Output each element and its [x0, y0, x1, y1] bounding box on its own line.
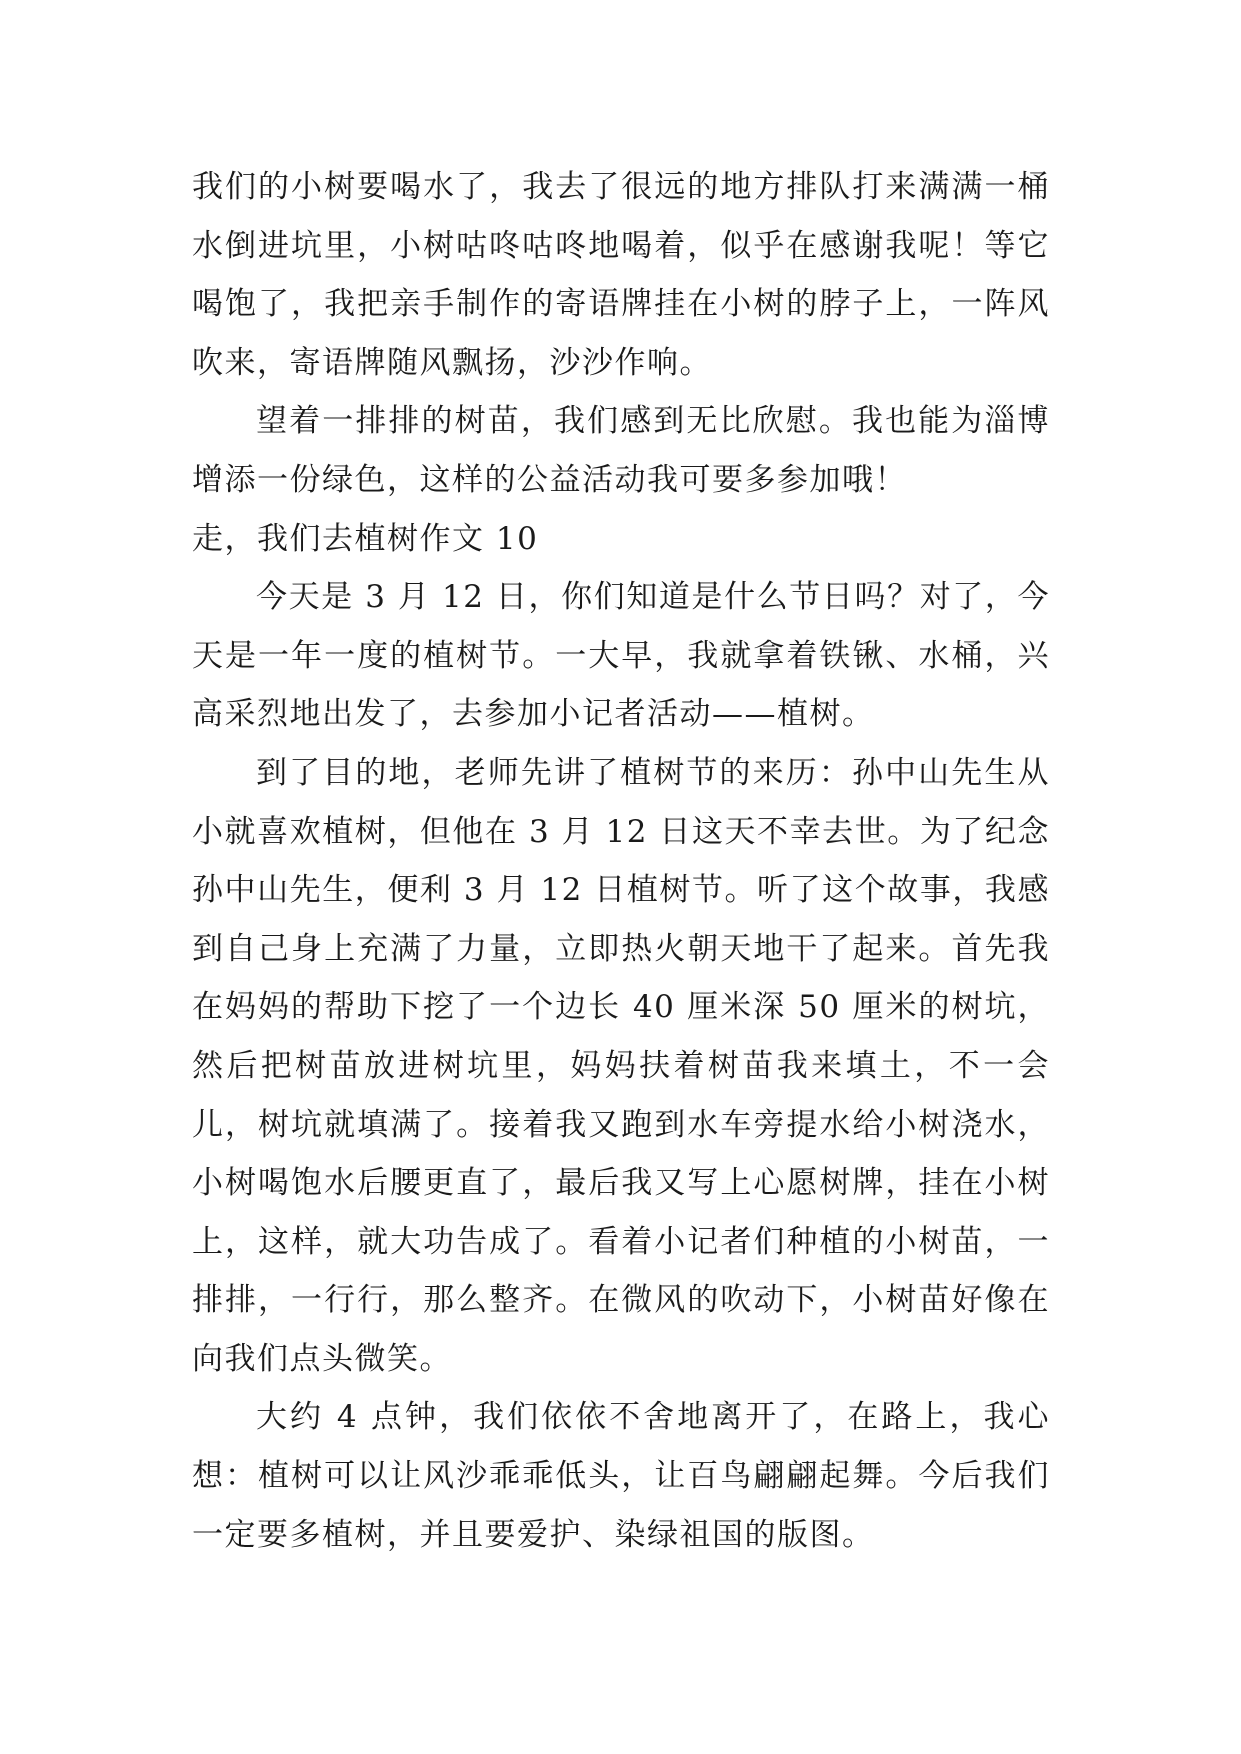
body-paragraph-2: 到了目的地，老师先讲了植树节的来历：孙中山先生从小就喜欢植树，但他在 3 月 12 日这天不幸去世。为了纪念孙中山先生，便利 3 月 12 日植树节。听了这个故事，我感到自己身上充满了力量，立即热火朝天地干了起来。首先我在妈妈的帮助下挖了一个边长 40 厘米深 50 厘米的树坑，然后把树苗放进树坑里，妈妈扶着树苗我来填土，不一会儿，树坑就填满了。接着我又跑到水车旁提水给小树浇水，小树喝饱水后腰更直了，最后我又写上心愿树牌，挂在小树上，这样，就大功告成了。看着小记者们种植的小树苗，一排排，一行行，那么整齐。在微风的吹动下，小树苗好像在向我们点头微笑。	[192, 754, 1050, 1377]
section-title: 走，我们去植树作文 10	[192, 520, 539, 557]
document-page	[192, 158, 1050, 1564]
closing-paragraph: 望着一排排的树苗，我们感到无比欣慰。我也能为淄博增添一份绿色，这样的公益活动我可要多参加哦！	[192, 403, 1050, 498]
body-paragraph-1: 今天是 3 月 12 日，你们知道是什么节日吗？对了，今天是一年一度的植树节。一大早，我就拿着铁锹、水桶，兴高采烈地出发了，去参加小记者活动——植树。	[192, 579, 1050, 733]
continuation-paragraph: 我们的小树要喝水了，我去了很远的地方排队打来满满一桶水倒进坑里，小树咕咚咕咚地喝着，似乎在感谢我呢！等它喝饱了，我把亲手制作的寄语牌挂在小树的脖子上，一阵风吹来，寄语牌随风飘扬，沙沙作响。	[192, 169, 1050, 381]
body-paragraph-3: 大约 4 点钟，我们依依不舍地离开了，在路上，我心想：植树可以让风沙乖乖低头，让百鸟翩翩起舞。今后我们一定要多植树，并且要爱护、染绿祖国的版图。	[192, 1399, 1050, 1553]
